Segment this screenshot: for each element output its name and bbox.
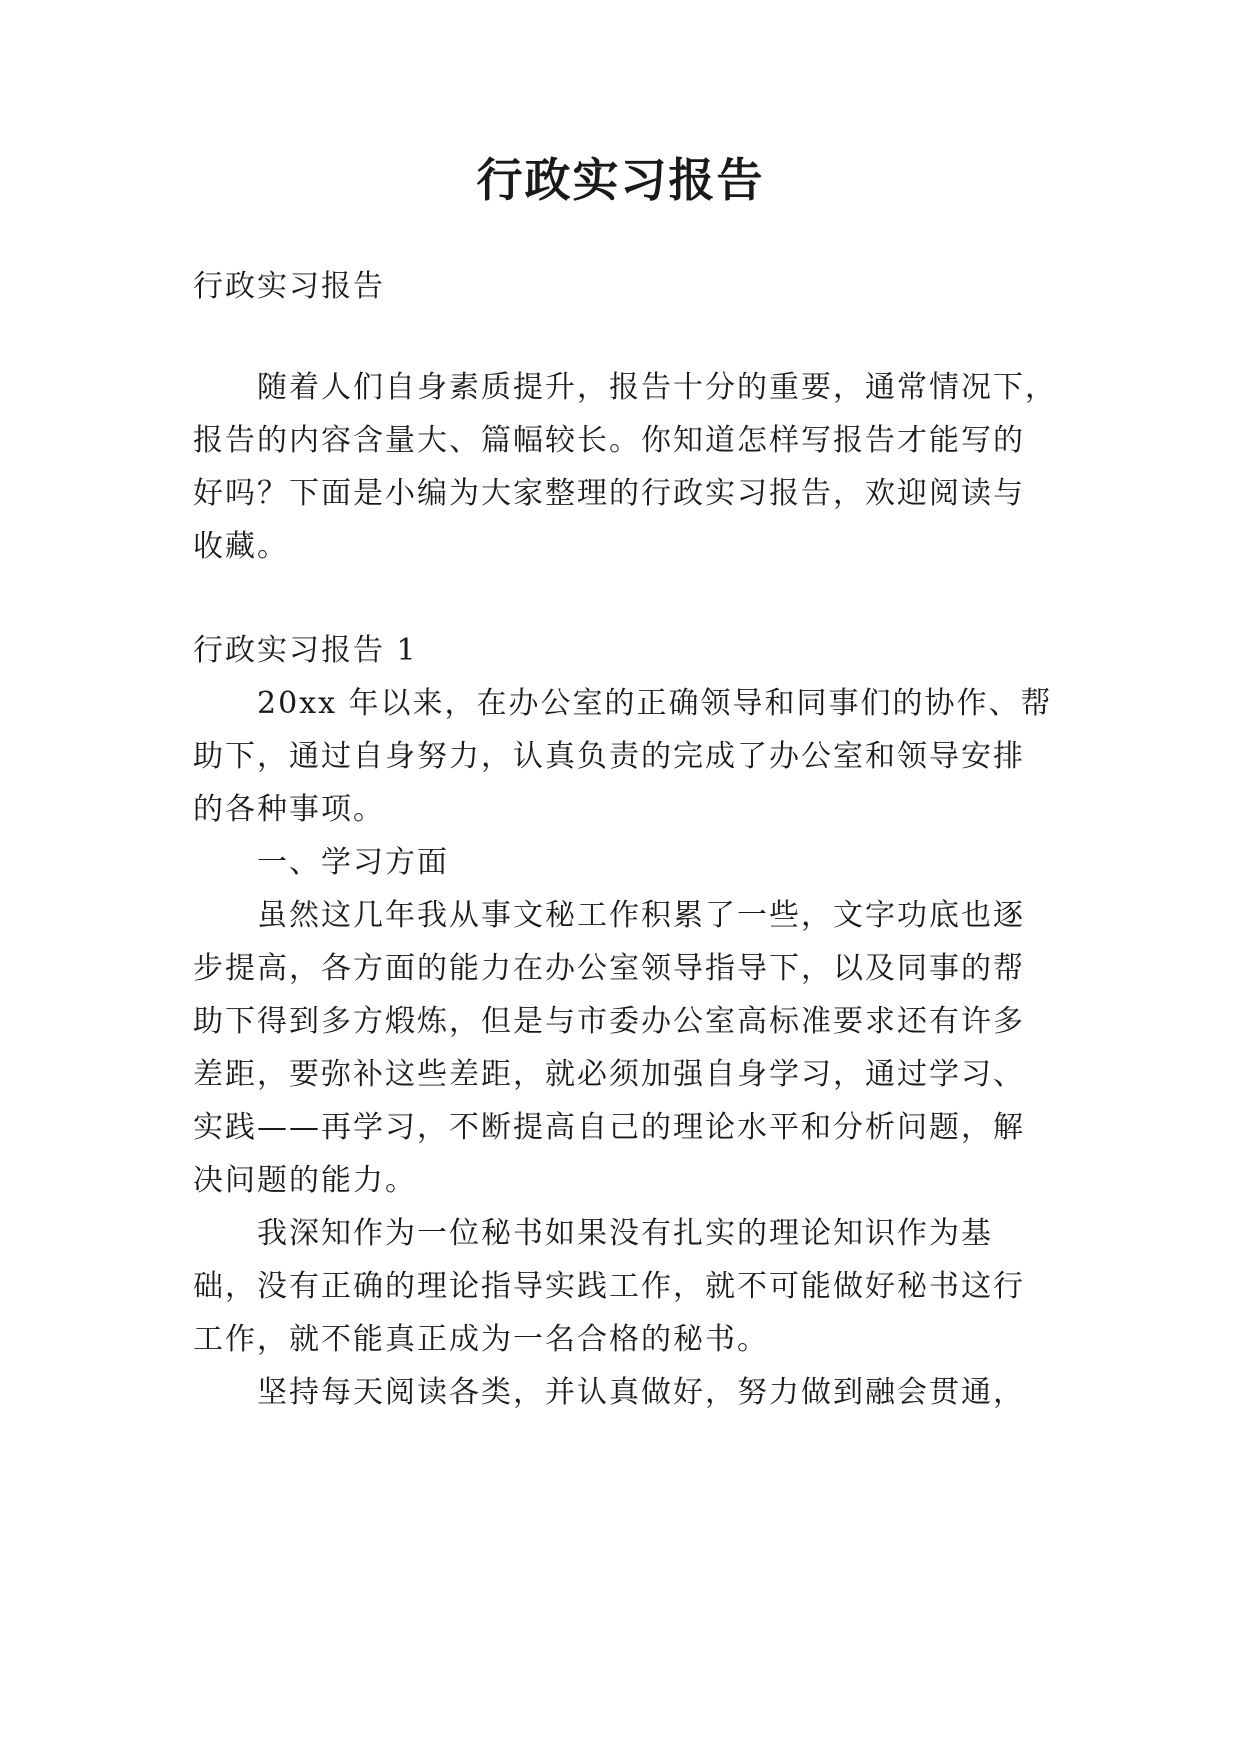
para2-line-6: 决问题的能力。: [193, 1163, 417, 1198]
para4-line-1: 坚持每天阅读各类，并认真做好，努力做到融会贯通，: [257, 1375, 1025, 1410]
para1-line-3: 的各种事项。: [193, 792, 385, 827]
para2-line-1: 虽然这几年我从事文秘工作积累了一些，文字功底也逐: [257, 898, 1025, 933]
intro-line-3: 好吗？下面是小编为大家整理的行政实习报告，欢迎阅读与: [193, 476, 1025, 511]
intro-line-2: 报告的内容含量大、篇幅较长。你知道怎样写报告才能写的: [193, 423, 1025, 458]
subheading-study: 一、学习方面: [257, 845, 449, 880]
intro-line-4: 收藏。: [193, 529, 289, 564]
para2-line-4: 差距，要弥补这些差距，就必须加强自身学习，通过学习、: [193, 1057, 1025, 1092]
para3-line-1: 我深知作为一位秘书如果没有扎实的理论知识作为基: [257, 1216, 993, 1251]
para3-line-2: 础，没有正确的理论指导实践工作，就不可能做好秘书这行: [193, 1269, 1025, 1304]
document-subtitle: 行政实习报告: [193, 269, 385, 304]
para2-line-2: 步提高，各方面的能力在办公室领导指导下，以及同事的帮: [193, 951, 1025, 986]
document-title: 行政实习报告: [476, 153, 765, 207]
para3-line-3: 工作，就不能真正成为一名合格的秘书。: [193, 1322, 769, 1357]
para2-line-3: 助下得到多方煅炼，但是与市委办公室高标准要求还有许多: [193, 1004, 1025, 1039]
section-heading: 行政实习报告 1: [193, 633, 418, 668]
para1-line-2: 助下，通过自身努力，认真负责的完成了办公室和领导安排: [193, 739, 1025, 774]
para2-line-5: 实践——再学习，不断提高自己的理论水平和分析问题，解: [193, 1110, 1025, 1145]
para1-line-1: 20xx 年以来，在办公室的正确领导和同事们的协作、帮: [257, 686, 1053, 721]
intro-line-1: 随着人们自身素质提升，报告十分的重要，通常情况下，: [257, 370, 1057, 405]
